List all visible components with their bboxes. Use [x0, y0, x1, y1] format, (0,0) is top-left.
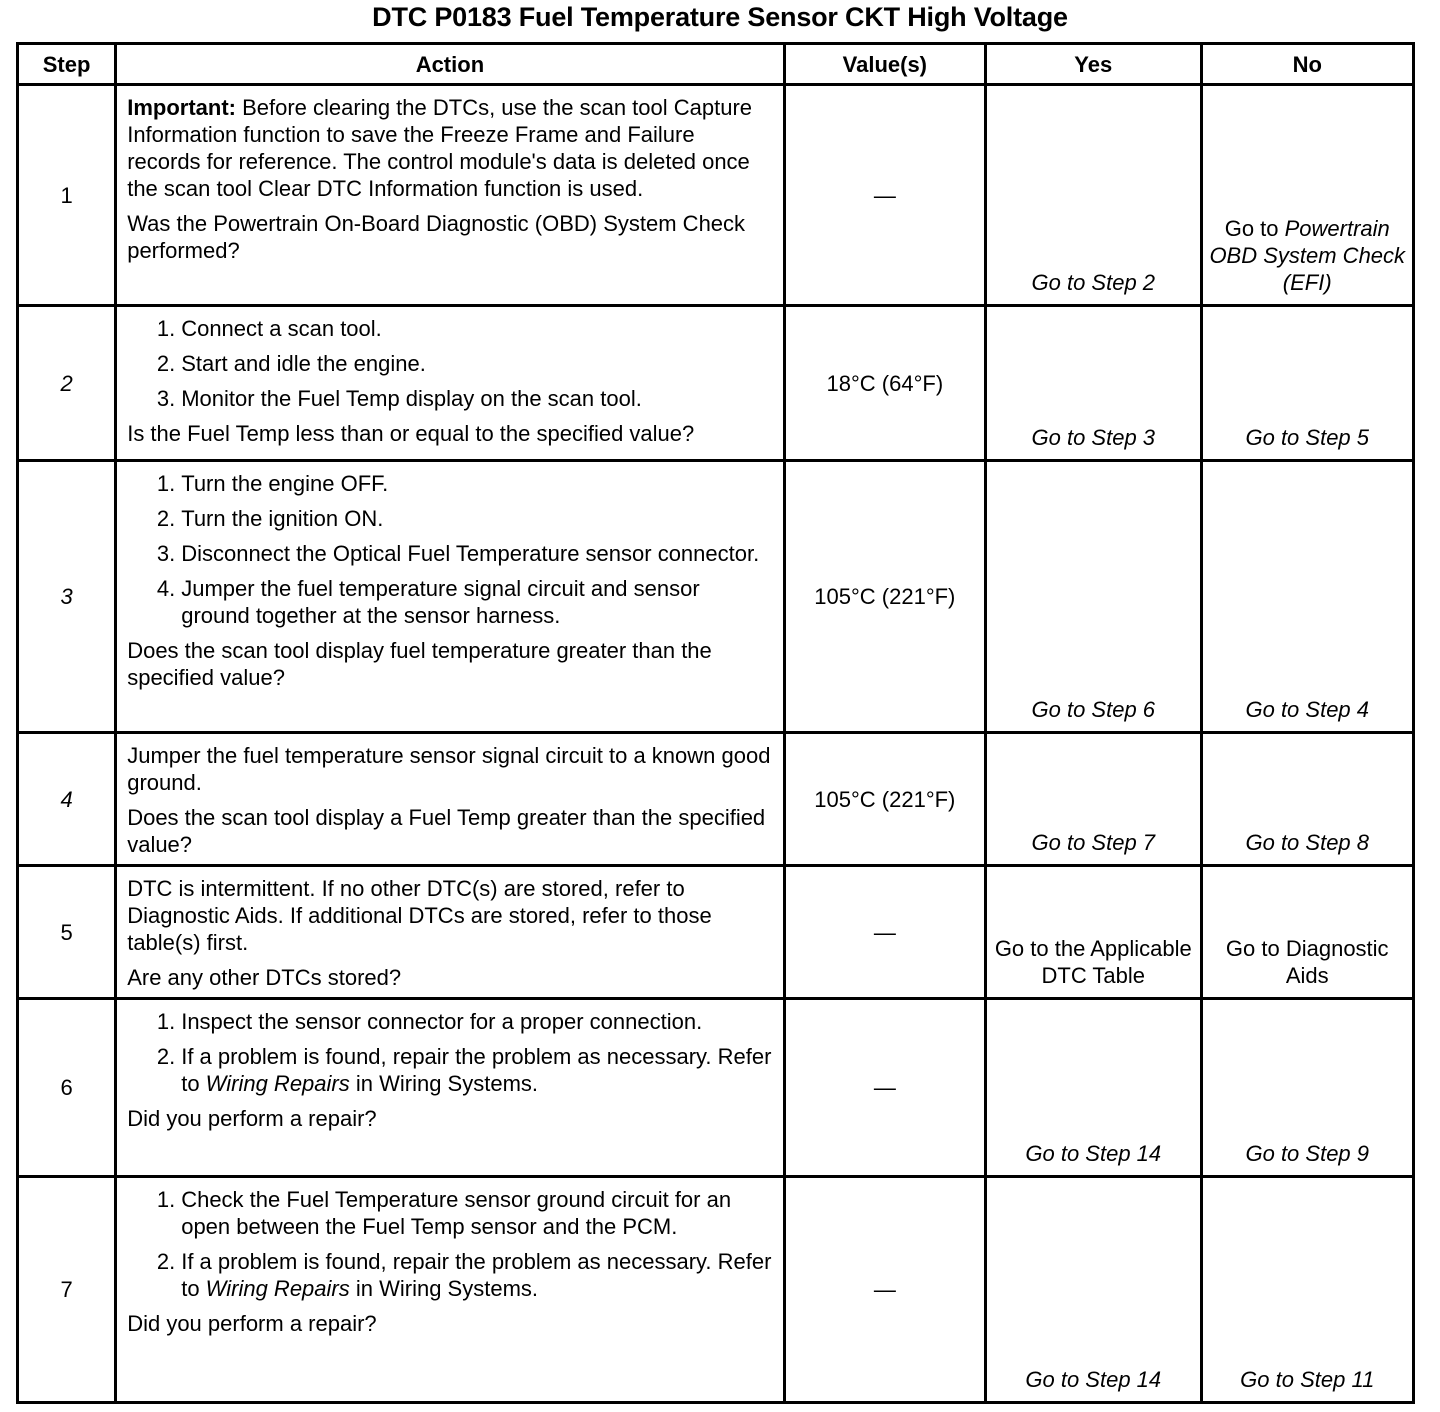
no-cell[interactable]: Go to Step 4: [1201, 461, 1414, 733]
action-question: Did you perform a repair?: [127, 1311, 377, 1336]
step-number: 2: [18, 306, 116, 461]
dtc-table: [16, 42, 1415, 1404]
list-item: 4. Jumper the fuel temperature signal circuit and sensor ground together at the sensor harness.: [156, 576, 700, 628]
no-cell[interactable]: [1201, 85, 1414, 306]
action-steps-list: [127, 470, 772, 629]
header-step: Step: [18, 44, 116, 85]
action-cell: [116, 999, 784, 1177]
action-steps-list: [127, 315, 772, 412]
action-steps-list: [127, 1008, 772, 1097]
yes-cell[interactable]: Go to Step 14: [986, 999, 1201, 1177]
step-number: 6: [18, 999, 116, 1177]
list-item: 2. If a problem is found, repair the problem as necessary. Refer to Wiring Repairs in Wiring Systems.: [156, 1044, 772, 1096]
step-number: 1: [18, 85, 116, 306]
action-cell: [116, 733, 784, 866]
value-cell: —: [784, 866, 985, 999]
table-row-step-6: [18, 999, 1414, 1177]
action-text: DTC is intermittent. If no other DTC(s) are stored, refer to Diagnostic Aids. If additional DTCs are stored, refer to those table(s) first.: [127, 876, 712, 955]
list-item: 1. Inspect the sensor connector for a proper connection.: [156, 1009, 703, 1034]
table-row-step-3: [18, 461, 1414, 733]
action-cell: [116, 461, 784, 733]
action-cell: [116, 866, 784, 999]
table-row-step-1: [18, 85, 1414, 306]
header-action: Action: [116, 44, 784, 85]
header-no: No: [1201, 44, 1414, 85]
action-cell: [116, 1177, 784, 1403]
action-cell: [116, 306, 784, 461]
step-number: 3: [18, 461, 116, 733]
list-item: 1. Turn the engine OFF.: [156, 471, 389, 496]
step-number: 5: [18, 866, 116, 999]
table-row-step-5: [18, 866, 1414, 999]
yes-cell[interactable]: Go to Step 2: [986, 85, 1201, 306]
no-prefix: Go to: [1224, 216, 1285, 241]
action-question: Are any other DTCs stored?: [127, 965, 402, 990]
action-question: Did you perform a repair?: [127, 1106, 377, 1131]
value-cell: 18°C (64°F): [784, 306, 985, 461]
table-row-step-4: [18, 733, 1414, 866]
header-values: Value(s): [784, 44, 985, 85]
header-yes: Yes: [986, 44, 1201, 85]
no-link[interactable]: Powertrain OBD System Check (EFI): [1209, 216, 1406, 295]
action-question: Was the Powertrain On-Board Diagnostic (OBD) System Check performed?: [127, 211, 746, 263]
yes-cell[interactable]: Go to Step 14: [986, 1177, 1201, 1403]
important-note: [127, 94, 772, 202]
table-row-step-7: [18, 1177, 1414, 1403]
action-question: Is the Fuel Temp less than or equal to the specified value?: [127, 421, 695, 446]
wiring-repairs-link[interactable]: Wiring Repairs: [205, 1071, 350, 1096]
list-item: 1. Connect a scan tool.: [156, 316, 382, 341]
wiring-repairs-link[interactable]: Wiring Repairs: [205, 1276, 350, 1301]
value-cell: 105°C (221°F): [784, 733, 985, 866]
list-item: 2. Turn the ignition ON.: [156, 506, 384, 531]
yes-cell[interactable]: Go to Step 6: [986, 461, 1201, 733]
list-item: 3. Disconnect the Optical Fuel Temperature sensor connector.: [156, 541, 760, 566]
yes-cell[interactable]: Go to Step 3: [986, 306, 1201, 461]
yes-cell[interactable]: Go to the Applicable DTC Table: [986, 866, 1201, 999]
list-item: 2. If a problem is found, repair the problem as necessary. Refer to Wiring Repairs in Wiring Systems.: [156, 1249, 772, 1301]
no-cell[interactable]: Go to Diagnostic Aids: [1201, 866, 1414, 999]
list-item: 3. Monitor the Fuel Temp display on the scan tool.: [156, 386, 642, 411]
list-item: 1. Check the Fuel Temperature sensor ground circuit for an open between the Fuel Temp sensor and the PCM.: [156, 1187, 732, 1239]
value-cell: —: [784, 1177, 985, 1403]
important-text: Before clearing the DTCs, use the scan tool Capture Information function to save the Freeze Frame and Failure records for reference. The control module's data is deleted once the scan tool Clear DTC Information function is used.: [127, 95, 753, 201]
no-cell[interactable]: Go to Step 5: [1201, 306, 1414, 461]
action-question: Does the scan tool display fuel temperature greater than the specified value?: [127, 638, 712, 690]
value-cell: —: [784, 999, 985, 1177]
action-steps-list: [127, 1186, 772, 1302]
header-row: [18, 44, 1414, 85]
important-label: Important:: [127, 95, 236, 120]
value-cell: —: [784, 85, 985, 306]
page-title: DTC P0183 Fuel Temperature Sensor CKT High Voltage: [372, 2, 1068, 32]
list-item: 2. Start and idle the engine.: [156, 351, 426, 376]
step-number: 7: [18, 1177, 116, 1403]
action-question: Does the scan tool display a Fuel Temp greater than the specified value?: [127, 805, 766, 857]
no-cell[interactable]: Go to Step 11: [1201, 1177, 1414, 1403]
step-number: 4: [18, 733, 116, 866]
action-cell: [116, 85, 784, 306]
no-cell[interactable]: Go to Step 9: [1201, 999, 1414, 1177]
table-row-step-2: [18, 306, 1414, 461]
value-cell: 105°C (221°F): [784, 461, 985, 733]
yes-cell[interactable]: Go to Step 7: [986, 733, 1201, 866]
action-text: Jumper the fuel temperature sensor signal circuit to a known good ground.: [127, 743, 771, 795]
no-cell[interactable]: Go to Step 8: [1201, 733, 1414, 866]
